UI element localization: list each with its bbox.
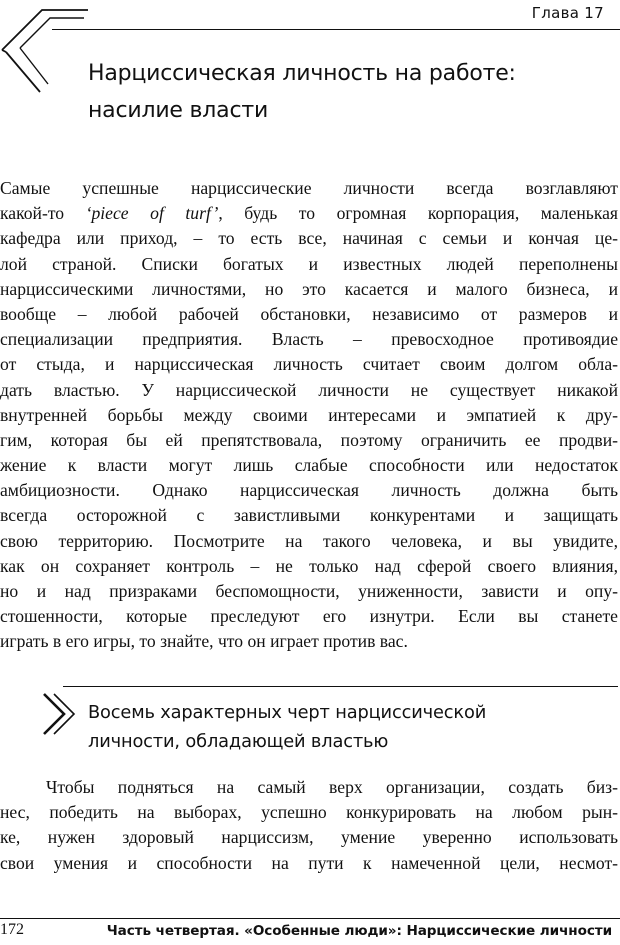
text-line <box>0 453 620 478</box>
text-run: всегда осторожной с завистливыми конкурентами и защищать <box>0 505 618 526</box>
text-line <box>0 825 620 850</box>
running-title: Часть четвертая. «Особенные люди»: Нарциссические личности <box>106 923 612 939</box>
text-line <box>0 629 620 654</box>
text-run: Чтобы подняться на самый верх организации, создать биз- <box>46 777 618 797</box>
text-run: специализации предприятия. Власть – превосходное противоядие <box>0 329 618 350</box>
chapter-header-rule <box>52 29 620 30</box>
section-chevron-icon <box>42 692 82 736</box>
text-line <box>0 529 620 554</box>
text-line <box>0 579 620 604</box>
text-line <box>0 403 620 428</box>
text-line <box>0 352 620 377</box>
chapter-title <box>88 55 516 129</box>
text-line <box>0 503 620 528</box>
text-run: свою территорию. Посмотрите на такого человека, и вы увидите, <box>0 530 618 551</box>
text-line <box>0 478 620 503</box>
text-run: нес, победить на выборах, успешно конкурировать на любом рын- <box>0 802 618 823</box>
text-run: гим, которая бы ей препятствовала, поэтому ограничить ее продви- <box>0 429 618 450</box>
section-header-rule <box>63 686 618 687</box>
text-line <box>0 775 620 800</box>
section-title-line: Восемь характерных черт нарциссической <box>88 702 487 723</box>
text-line <box>0 252 620 277</box>
text-line <box>0 378 620 403</box>
section-title <box>88 698 486 756</box>
chapter-ornament-icon <box>0 0 90 95</box>
text-line <box>0 604 620 629</box>
text-run: как он сохраняет контроль – не только над сферой своего влияния, <box>0 555 618 576</box>
footer-rule <box>0 918 620 919</box>
text-run: играть в его игры, то знайте, что он играет против вас. <box>0 631 408 652</box>
text-run: но и над призраками беспомощности, униженности, зависти и опу- <box>0 581 618 601</box>
text-run: вообще – любой рабочей обстановки, независимо от размеров и <box>0 303 618 324</box>
text-run: амбициозности. Однако нарциссическая личность должна быть <box>0 480 618 501</box>
section-title-line: личности, обладающей властью <box>88 731 389 752</box>
text-run: от стыда, и нарциссическая личность считает своим долгом обла- <box>0 354 618 375</box>
chapter-title-line: Нарциссическая личность на работе: <box>88 61 516 86</box>
text-line <box>0 226 620 251</box>
text-line <box>0 201 620 226</box>
text-line <box>0 554 620 579</box>
text-run: дать властью. У нарциссической личности не существует никакой <box>0 379 618 400</box>
text-line <box>0 302 620 327</box>
text-line <box>0 327 620 352</box>
text-run: внутренней борьбы между своими интересами и эмпатией к дру- <box>0 404 618 425</box>
chapter-label: Глава 17 <box>531 4 604 22</box>
text-run: , будь то огромная корпорация, маленькая <box>218 203 618 224</box>
body-paragraph <box>0 176 620 655</box>
text-line <box>0 851 620 876</box>
text-line <box>0 277 620 302</box>
text-line <box>0 428 620 453</box>
text-run: какой-то <box>0 203 86 224</box>
text-run: стошенности, которые преследуют его изнутри. Если вы станете <box>0 606 618 627</box>
text-run: ке, нужен здоровый нарциссизм, умение уверенно использовать <box>0 827 618 848</box>
text-run: Самые успешные нарциссические личности всегда возглавляют <box>0 178 618 198</box>
text-run: свои умения и способности на пути к намеченной цели, несмот- <box>0 852 618 873</box>
text-run: нарциссическими личностями, но это касается и малого бизнеса, и <box>0 278 618 299</box>
italic-phrase: ‘piece of turf’ <box>85 203 219 224</box>
text-line <box>0 800 620 825</box>
text-run: кафедра или приход, – то есть все, начиная с семьи и кончая це- <box>0 228 618 249</box>
text-run: лой страной. Списки богатых и известных людей переполнены <box>0 253 618 274</box>
text-line <box>0 176 620 201</box>
text-run: жение к власти могут лишь слабые способности или недостаток <box>0 455 618 476</box>
chapter-title-line: насилие власти <box>88 98 269 123</box>
body-paragraph <box>0 775 620 876</box>
page-number: 172 <box>0 921 24 938</box>
